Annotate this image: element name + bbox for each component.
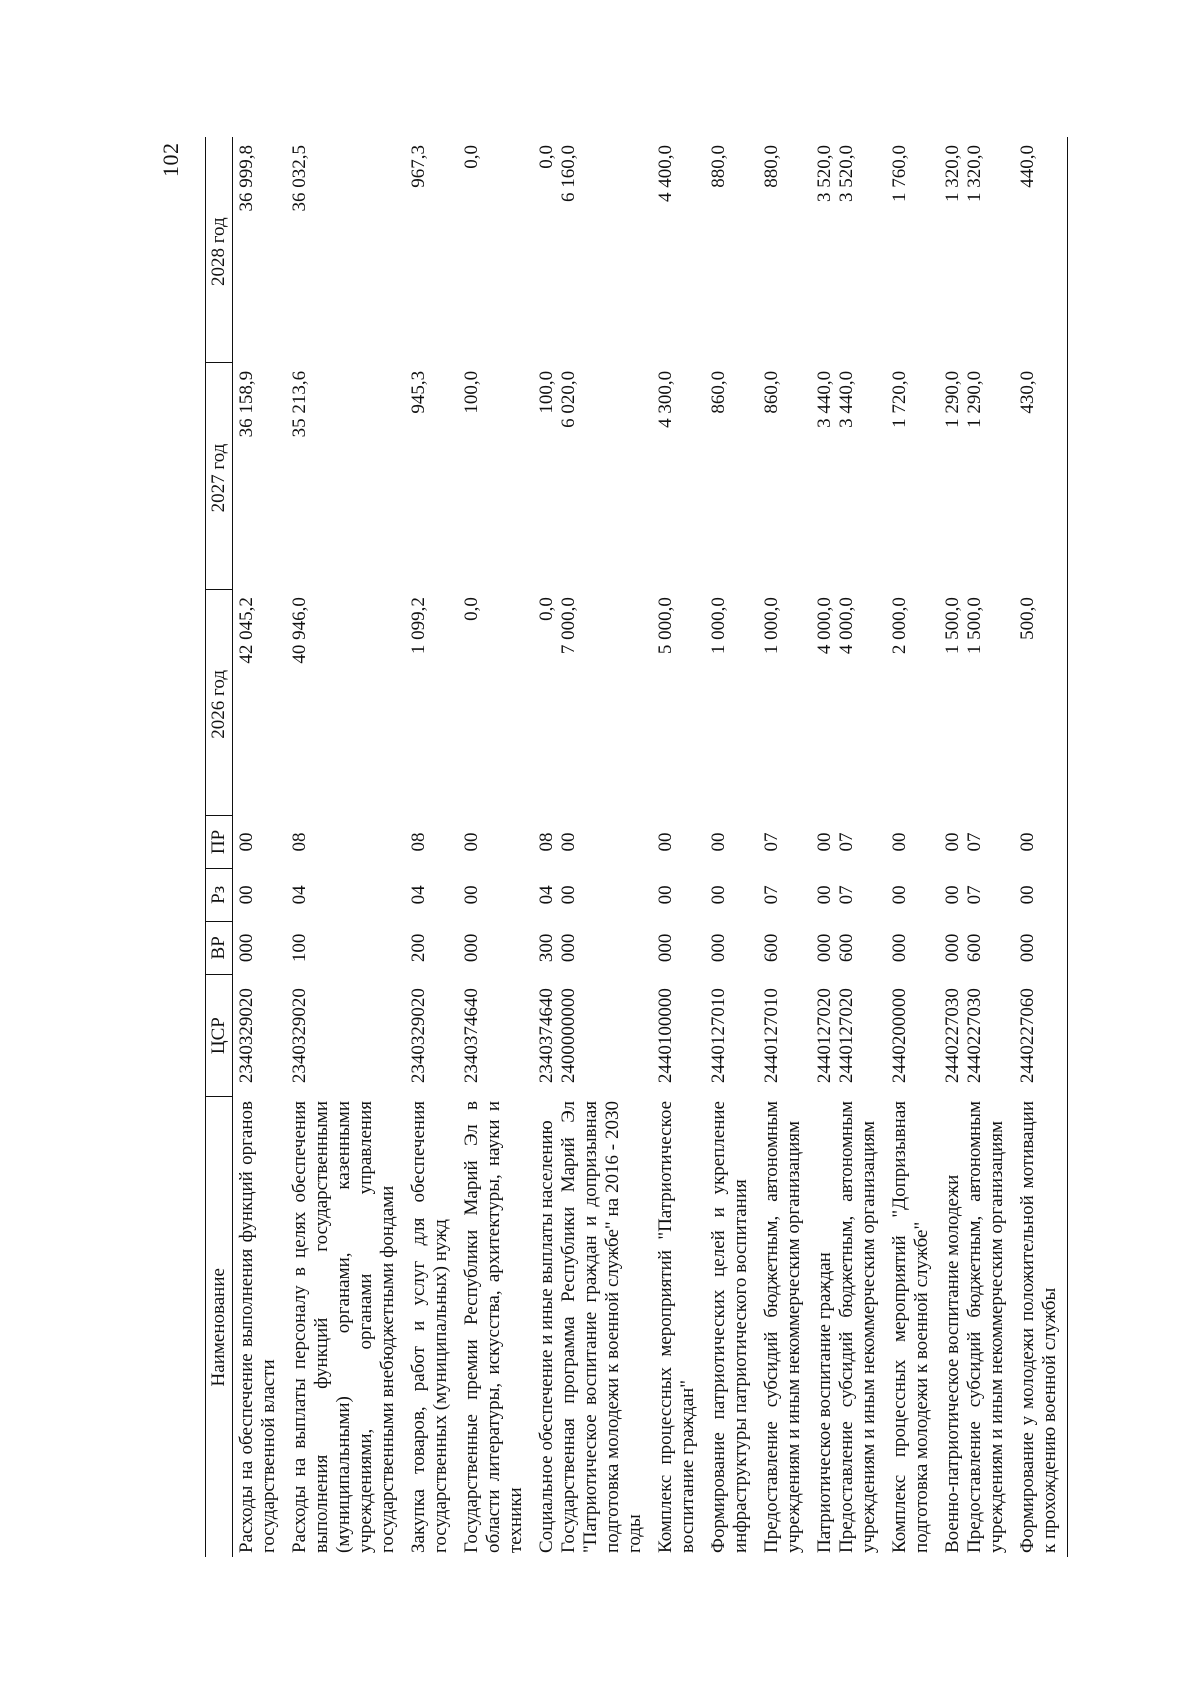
- cell-vr-line: 600: [964, 933, 985, 963]
- cell-name: [286, 1097, 405, 1557]
- table-row: [533, 137, 652, 1557]
- cell-name: [886, 1097, 939, 1557]
- table-header-row: [206, 137, 233, 1557]
- cell-csr-line: 2440227060: [1017, 988, 1038, 1084]
- cell-name: [458, 1097, 533, 1557]
- header-rz: Рз: [206, 868, 233, 921]
- cell-pr: [458, 816, 533, 869]
- cell-vr-line: 000: [558, 933, 579, 963]
- cell-vr: [458, 921, 533, 974]
- table-row: [233, 137, 287, 1557]
- cell-name-line: Формирование у молодежи положительной мотивации к прохождению военной службы: [1017, 1101, 1060, 1553]
- cell-pr: [886, 816, 939, 869]
- cell-2026-line: 1 000,0: [761, 597, 782, 655]
- cell-2026-line: 5 000,0: [655, 597, 676, 655]
- cell-csr-line: 2440200000: [889, 988, 910, 1084]
- cell-rz: [286, 868, 405, 921]
- cell-2026: [286, 589, 405, 815]
- table-row: [939, 137, 1014, 1557]
- cell-csr: [811, 974, 886, 1097]
- cell-2028-line: 1 760,0: [889, 145, 910, 202]
- cell-2028: [758, 137, 811, 363]
- cell-vr-line: 300: [536, 933, 557, 963]
- cell-2027: [758, 363, 811, 589]
- cell-2026-line: 4 000,0: [814, 597, 835, 655]
- header-vr: ВР: [206, 921, 233, 974]
- cell-csr-line: 2440127010: [708, 988, 729, 1084]
- cell-2026: [458, 589, 533, 815]
- cell-vr: [886, 921, 939, 974]
- cell-rz: [811, 868, 886, 921]
- cell-pr: [939, 816, 1014, 869]
- cell-2028-line: 0,0: [536, 145, 557, 169]
- cell-pr-line: 00: [655, 832, 676, 852]
- cell-2027: [286, 363, 405, 589]
- cell-pr: [1014, 816, 1068, 869]
- cell-rz-line: 00: [942, 885, 963, 905]
- cell-rz-line: 00: [558, 885, 579, 905]
- cell-name-line: Расходы на выплаты персоналу в целях обеспечения выполнения функций государственными (муниципальными) органами, казенными учреждениями, органами управления государственными внебюджетными фондами: [289, 1101, 398, 1553]
- cell-rz: [405, 868, 458, 921]
- cell-pr-line: 00: [558, 832, 579, 852]
- cell-2028-line: 880,0: [761, 145, 782, 188]
- cell-csr: [886, 974, 939, 1097]
- cell-pr: [758, 816, 811, 869]
- cell-rz: [533, 868, 652, 921]
- cell-2028-line: 6 160,0: [558, 145, 579, 202]
- table-body: [233, 137, 1068, 1557]
- cell-2026-line: 1 000,0: [708, 597, 729, 655]
- cell-pr: [405, 816, 458, 869]
- cell-2028: [811, 137, 886, 363]
- cell-rz: [233, 868, 287, 921]
- cell-2028: [652, 137, 705, 363]
- cell-2027-line: 100,0: [461, 370, 482, 414]
- cell-pr-line: 00: [942, 832, 963, 852]
- cell-vr: [652, 921, 705, 974]
- cell-2027-line: 945,3: [408, 370, 429, 414]
- cell-rz: [886, 868, 939, 921]
- cell-2028-line: 440,0: [1017, 145, 1038, 188]
- cell-2026-line: 1 500,0: [964, 597, 985, 655]
- cell-2026-line: 7 000,0: [558, 597, 579, 655]
- cell-name-line: Патриотическое воспитание граждан: [814, 1252, 835, 1553]
- cell-vr: [1014, 921, 1068, 974]
- cell-2027-line: 860,0: [708, 370, 729, 414]
- cell-rz-line: 00: [708, 885, 729, 905]
- header-csr: ЦСР: [206, 974, 233, 1097]
- cell-csr-line: 2340374640: [536, 988, 557, 1084]
- cell-2026: [405, 589, 458, 815]
- cell-pr-line: 00: [814, 832, 835, 852]
- cell-2028-line: 3 520,0: [836, 145, 857, 202]
- cell-csr-line: 2340329020: [289, 988, 310, 1084]
- cell-rz: [1014, 868, 1068, 921]
- cell-csr-line: 2440227030: [942, 988, 963, 1084]
- cell-2026-line: 0,0: [536, 597, 557, 621]
- table-row: [286, 137, 405, 1557]
- cell-name-line: Военно-патриотическое воспитание молодежи: [942, 1174, 963, 1553]
- cell-vr: [939, 921, 1014, 974]
- cell-2027: [652, 363, 705, 589]
- cell-2026: [233, 589, 287, 815]
- cell-2028-line: 1 320,0: [942, 145, 963, 202]
- cell-pr-line: 00: [1017, 832, 1038, 852]
- cell-name-line: Государственные премии Республики Марий Эл в области литературы, искусства, архитектуры, науки и техники: [461, 1101, 526, 1553]
- cell-rz: [939, 868, 1014, 921]
- cell-2026: [533, 589, 652, 815]
- header-2028: 2028 год: [206, 137, 233, 363]
- cell-rz: [758, 868, 811, 921]
- cell-2028: [533, 137, 652, 363]
- cell-vr-line: 200: [408, 933, 429, 963]
- cell-name: [758, 1097, 811, 1557]
- cell-csr: [233, 974, 287, 1097]
- cell-pr: [233, 816, 287, 869]
- cell-csr-line: 2440100000: [655, 988, 676, 1084]
- cell-rz-line: 00: [1017, 885, 1038, 905]
- cell-2027-line: 36 158,9: [236, 370, 257, 438]
- cell-name-line: Предоставление субсидий бюджетным, автономным учреждениям и иным некоммерческим организациям: [964, 1101, 1007, 1553]
- cell-2027: [811, 363, 886, 589]
- cell-vr: [758, 921, 811, 974]
- cell-pr: [533, 816, 652, 869]
- cell-2028: [233, 137, 287, 363]
- cell-pr-line: 00: [889, 832, 910, 852]
- cell-2028-line: 967,3: [408, 145, 429, 188]
- cell-2028: [705, 137, 758, 363]
- cell-pr: [286, 816, 405, 869]
- cell-vr-line: 000: [708, 933, 729, 963]
- cell-2027: [1014, 363, 1068, 589]
- cell-pr-line: 08: [408, 832, 429, 852]
- cell-name: [939, 1097, 1014, 1557]
- cell-2026-line: 4 000,0: [836, 597, 857, 655]
- table-row: [458, 137, 533, 1557]
- cell-name-line: Предоставление субсидий бюджетным, автономным учреждениям и иным некоммерческим организациям: [836, 1101, 879, 1553]
- cell-name: [652, 1097, 705, 1557]
- cell-rz-line: 04: [408, 885, 429, 905]
- cell-2028: [286, 137, 405, 363]
- cell-name: [405, 1097, 458, 1557]
- cell-rz-line: 00: [889, 885, 910, 905]
- table-row: [886, 137, 939, 1557]
- cell-csr-line: 2400000000: [558, 988, 579, 1084]
- cell-csr-line: 2340329020: [236, 988, 257, 1084]
- cell-name-line: Комплекс процессных мероприятий "Допризывная подготовка молодежи к военной службе": [889, 1101, 932, 1553]
- cell-2026: [1014, 589, 1068, 815]
- cell-name: [705, 1097, 758, 1557]
- cell-vr: [233, 921, 287, 974]
- cell-2026-line: 1 099,2: [408, 597, 429, 655]
- cell-2028: [939, 137, 1014, 363]
- cell-2027-line: 6 020,0: [558, 370, 579, 428]
- cell-2028: [886, 137, 939, 363]
- budget-table: [205, 137, 1068, 1557]
- cell-2027-line: 35 213,6: [289, 370, 310, 438]
- cell-pr-line: 07: [761, 832, 782, 852]
- cell-name-line: Предоставление субсидий бюджетным, автономным учреждениям и иным некоммерческим организациям: [761, 1101, 804, 1553]
- cell-csr: [939, 974, 1014, 1097]
- cell-vr-line: 000: [1017, 933, 1038, 963]
- cell-vr: [405, 921, 458, 974]
- cell-name-line: Комплекс процессных мероприятий "Патриотическое воспитание граждан": [655, 1101, 698, 1553]
- cell-2027-line: 3 440,0: [836, 370, 857, 428]
- cell-pr-line: 00: [236, 832, 257, 852]
- cell-2028: [458, 137, 533, 363]
- cell-vr-line: 000: [814, 933, 835, 963]
- cell-csr: [533, 974, 652, 1097]
- cell-vr: [533, 921, 652, 974]
- table-row: [652, 137, 705, 1557]
- cell-rz-line: 04: [536, 885, 557, 905]
- cell-csr-line: 2440127020: [836, 988, 857, 1084]
- table-row: [405, 137, 458, 1557]
- cell-2028: [1014, 137, 1068, 363]
- table-row: [705, 137, 758, 1557]
- cell-2027: [233, 363, 287, 589]
- cell-2027-line: 3 440,0: [814, 370, 835, 428]
- cell-2027: [705, 363, 758, 589]
- page-number: 102: [158, 142, 183, 177]
- cell-2026-line: 1 500,0: [942, 597, 963, 655]
- cell-2028-line: 3 520,0: [814, 145, 835, 202]
- cell-csr: [705, 974, 758, 1097]
- cell-2028-line: 1 320,0: [964, 145, 985, 202]
- cell-2027-line: 430,0: [1017, 370, 1038, 414]
- cell-2028-line: 36 999,8: [236, 145, 257, 212]
- cell-csr-line: 2440127010: [761, 988, 782, 1084]
- table-row: [811, 137, 886, 1557]
- header-2027: 2027 год: [206, 363, 233, 589]
- cell-csr: [286, 974, 405, 1097]
- cell-rz-line: 00: [236, 885, 257, 905]
- cell-2027: [458, 363, 533, 589]
- cell-name: [1014, 1097, 1068, 1557]
- cell-pr: [652, 816, 705, 869]
- header-name: Наименование: [206, 1097, 233, 1557]
- cell-rz-line: 07: [836, 885, 857, 905]
- cell-csr: [652, 974, 705, 1097]
- cell-rz: [458, 868, 533, 921]
- cell-pr-line: 07: [964, 832, 985, 852]
- cell-csr-line: 2440127020: [814, 988, 835, 1084]
- cell-2026-line: 2 000,0: [889, 597, 910, 655]
- cell-2026: [939, 589, 1014, 815]
- cell-rz-line: 07: [761, 885, 782, 905]
- cell-pr: [705, 816, 758, 869]
- cell-2028: [405, 137, 458, 363]
- cell-name: [233, 1097, 287, 1557]
- cell-rz-line: 00: [461, 885, 482, 905]
- cell-pr: [811, 816, 886, 869]
- cell-csr-line: 2340374640: [461, 988, 482, 1084]
- header-pr: ПР: [206, 816, 233, 869]
- cell-name: [811, 1097, 886, 1557]
- cell-vr-line: 000: [461, 933, 482, 963]
- cell-2027-line: 1 290,0: [942, 370, 963, 428]
- cell-name-line: Государственная программа Республики Марий Эл "Патриотическое воспитание граждан и допризывная подготовка молодежи к военной службе" на 2016 - 2030 годы: [558, 1101, 645, 1553]
- cell-vr: [705, 921, 758, 974]
- cell-pr-line: 07: [836, 832, 857, 852]
- cell-2028-line: 0,0: [461, 145, 482, 169]
- cell-2027-line: 1 720,0: [889, 370, 910, 428]
- cell-2026-line: 500,0: [1017, 597, 1038, 640]
- cell-2027-line: 4 300,0: [655, 370, 676, 428]
- cell-2026: [886, 589, 939, 815]
- cell-csr-line: 2440227030: [964, 988, 985, 1084]
- cell-csr: [758, 974, 811, 1097]
- cell-name-line: Формирование патриотических целей и укрепление инфраструктуры патриотического воспитания: [708, 1101, 751, 1553]
- cell-2028-line: 4 400,0: [655, 145, 676, 202]
- cell-pr-line: 08: [289, 832, 310, 852]
- cell-csr-line: 2340329020: [408, 988, 429, 1084]
- cell-rz: [652, 868, 705, 921]
- cell-vr-line: 000: [889, 933, 910, 963]
- cell-vr-line: 100: [289, 933, 310, 963]
- cell-pr-line: 00: [461, 832, 482, 852]
- cell-2027: [886, 363, 939, 589]
- cell-2026-line: 0,0: [461, 597, 482, 621]
- cell-rz-line: 00: [655, 885, 676, 905]
- cell-2027-line: 1 290,0: [964, 370, 985, 428]
- cell-2028-line: 36 032,5: [289, 145, 310, 212]
- cell-vr-line: 600: [761, 933, 782, 963]
- cell-vr-line: 600: [836, 933, 857, 963]
- header-2026: 2026 год: [206, 589, 233, 815]
- cell-2026-line: 40 946,0: [289, 597, 310, 664]
- cell-2026: [705, 589, 758, 815]
- cell-rz: [705, 868, 758, 921]
- cell-rz-line: 00: [814, 885, 835, 905]
- cell-pr-line: 08: [536, 832, 557, 852]
- cell-2026: [758, 589, 811, 815]
- cell-vr: [286, 921, 405, 974]
- cell-2027-line: 860,0: [761, 370, 782, 414]
- cell-csr: [1014, 974, 1068, 1097]
- cell-2027: [533, 363, 652, 589]
- cell-2026: [652, 589, 705, 815]
- cell-name-line: Закупка товаров, работ и услуг для обеспечения государственных (муниципальных) нужд: [408, 1101, 451, 1553]
- cell-2027: [405, 363, 458, 589]
- cell-name-line: Социальное обеспечение и иные выплаты населению: [536, 1120, 557, 1553]
- cell-vr-line: 000: [942, 933, 963, 963]
- cell-csr: [458, 974, 533, 1097]
- cell-2026-line: 42 045,2: [236, 597, 257, 664]
- table-row: [1014, 137, 1068, 1557]
- cell-2027: [939, 363, 1014, 589]
- cell-2027-line: 100,0: [536, 370, 557, 414]
- cell-name-line: Расходы на обеспечение выполнения функций органов государственной власти: [236, 1101, 279, 1553]
- cell-rz-line: 07: [964, 885, 985, 905]
- cell-csr: [405, 974, 458, 1097]
- cell-name: [533, 1097, 652, 1557]
- cell-2026: [811, 589, 886, 815]
- cell-vr: [811, 921, 886, 974]
- cell-rz-line: 04: [289, 885, 310, 905]
- cell-pr-line: 00: [708, 832, 729, 852]
- cell-vr-line: 000: [236, 933, 257, 963]
- table-row: [758, 137, 811, 1557]
- cell-2028-line: 880,0: [708, 145, 729, 188]
- cell-vr-line: 000: [655, 933, 676, 963]
